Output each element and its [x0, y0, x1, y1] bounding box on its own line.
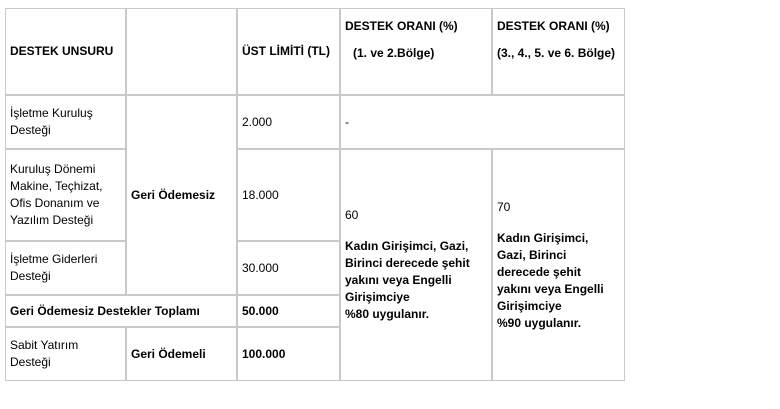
support-type-repayable: Geri Ödemeli [126, 327, 237, 381]
upper-limit-value: 30.000 [237, 241, 340, 295]
support-table [5, 8, 625, 381]
rate-note-line: Kadın Girişimci, Gazi, [345, 239, 469, 253]
upper-limit-value: 2.000 [237, 95, 340, 149]
table-row [5, 95, 625, 149]
rate-note-line: Birinci derecede şehit [345, 256, 470, 270]
total-label: Geri Ödemesiz Destekler Toplamı [5, 295, 237, 327]
support-type-grant: Geri Ödemesiz [126, 95, 237, 295]
rate-note-line: yakını veya Engelli [497, 281, 604, 296]
rate-note-line: %90 uygulanır. [497, 315, 582, 330]
support-item-name: İşletme Giderleri Desteği [5, 241, 126, 295]
rate-note-line: Girişimciye [345, 290, 410, 304]
header-rate-title: DESTEK ORANI (%) [497, 19, 610, 33]
rate-note-line: Gazi, Birinci [497, 247, 567, 262]
header-upper-limit: ÜST LİMİTİ (TL) [237, 8, 340, 95]
header-support-item: DESTEK UNSURU [5, 8, 126, 95]
header-empty [126, 8, 237, 95]
rate-value: 70 [497, 199, 511, 214]
upper-limit-value: 100.000 [237, 327, 340, 381]
support-item-name: İşletme Kuruluş Desteği [5, 95, 126, 149]
rate-note-line: Kadın Girişimci, [497, 230, 589, 245]
rate-cell-region-1-2 [340, 149, 492, 381]
rate-cell-region-3-6 [492, 149, 625, 381]
total-value: 50.000 [237, 295, 340, 327]
table-row [5, 149, 625, 241]
header-rate-region-1-2 [340, 8, 492, 95]
header-rate-subtitle: (3., 4., 5. ve 6. Bölge) [497, 46, 616, 60]
rate-note-line: %80 uygulanır. [345, 307, 430, 321]
rate-note-line: derecede şehit [497, 264, 582, 279]
header-row [5, 8, 625, 95]
rate-note-line: yakını veya Engelli [345, 273, 452, 287]
header-rate-title: DESTEK ORANI (%) [345, 19, 458, 33]
rate-value: 60 [345, 208, 359, 222]
rate-note-line: Girişimciye [497, 298, 562, 313]
support-item-name: Sabit Yatırım Desteği [5, 327, 126, 381]
support-item-name: Kuruluş Dönemi Makine, Teçhizat, Ofis Donanım ve Yazılım Desteği [5, 149, 126, 241]
upper-limit-value: 18.000 [237, 149, 340, 241]
rate-value-empty: - [340, 95, 625, 149]
header-rate-region-3-6 [492, 8, 625, 95]
header-rate-subtitle: (1. ve 2.Bölge) [353, 46, 435, 60]
